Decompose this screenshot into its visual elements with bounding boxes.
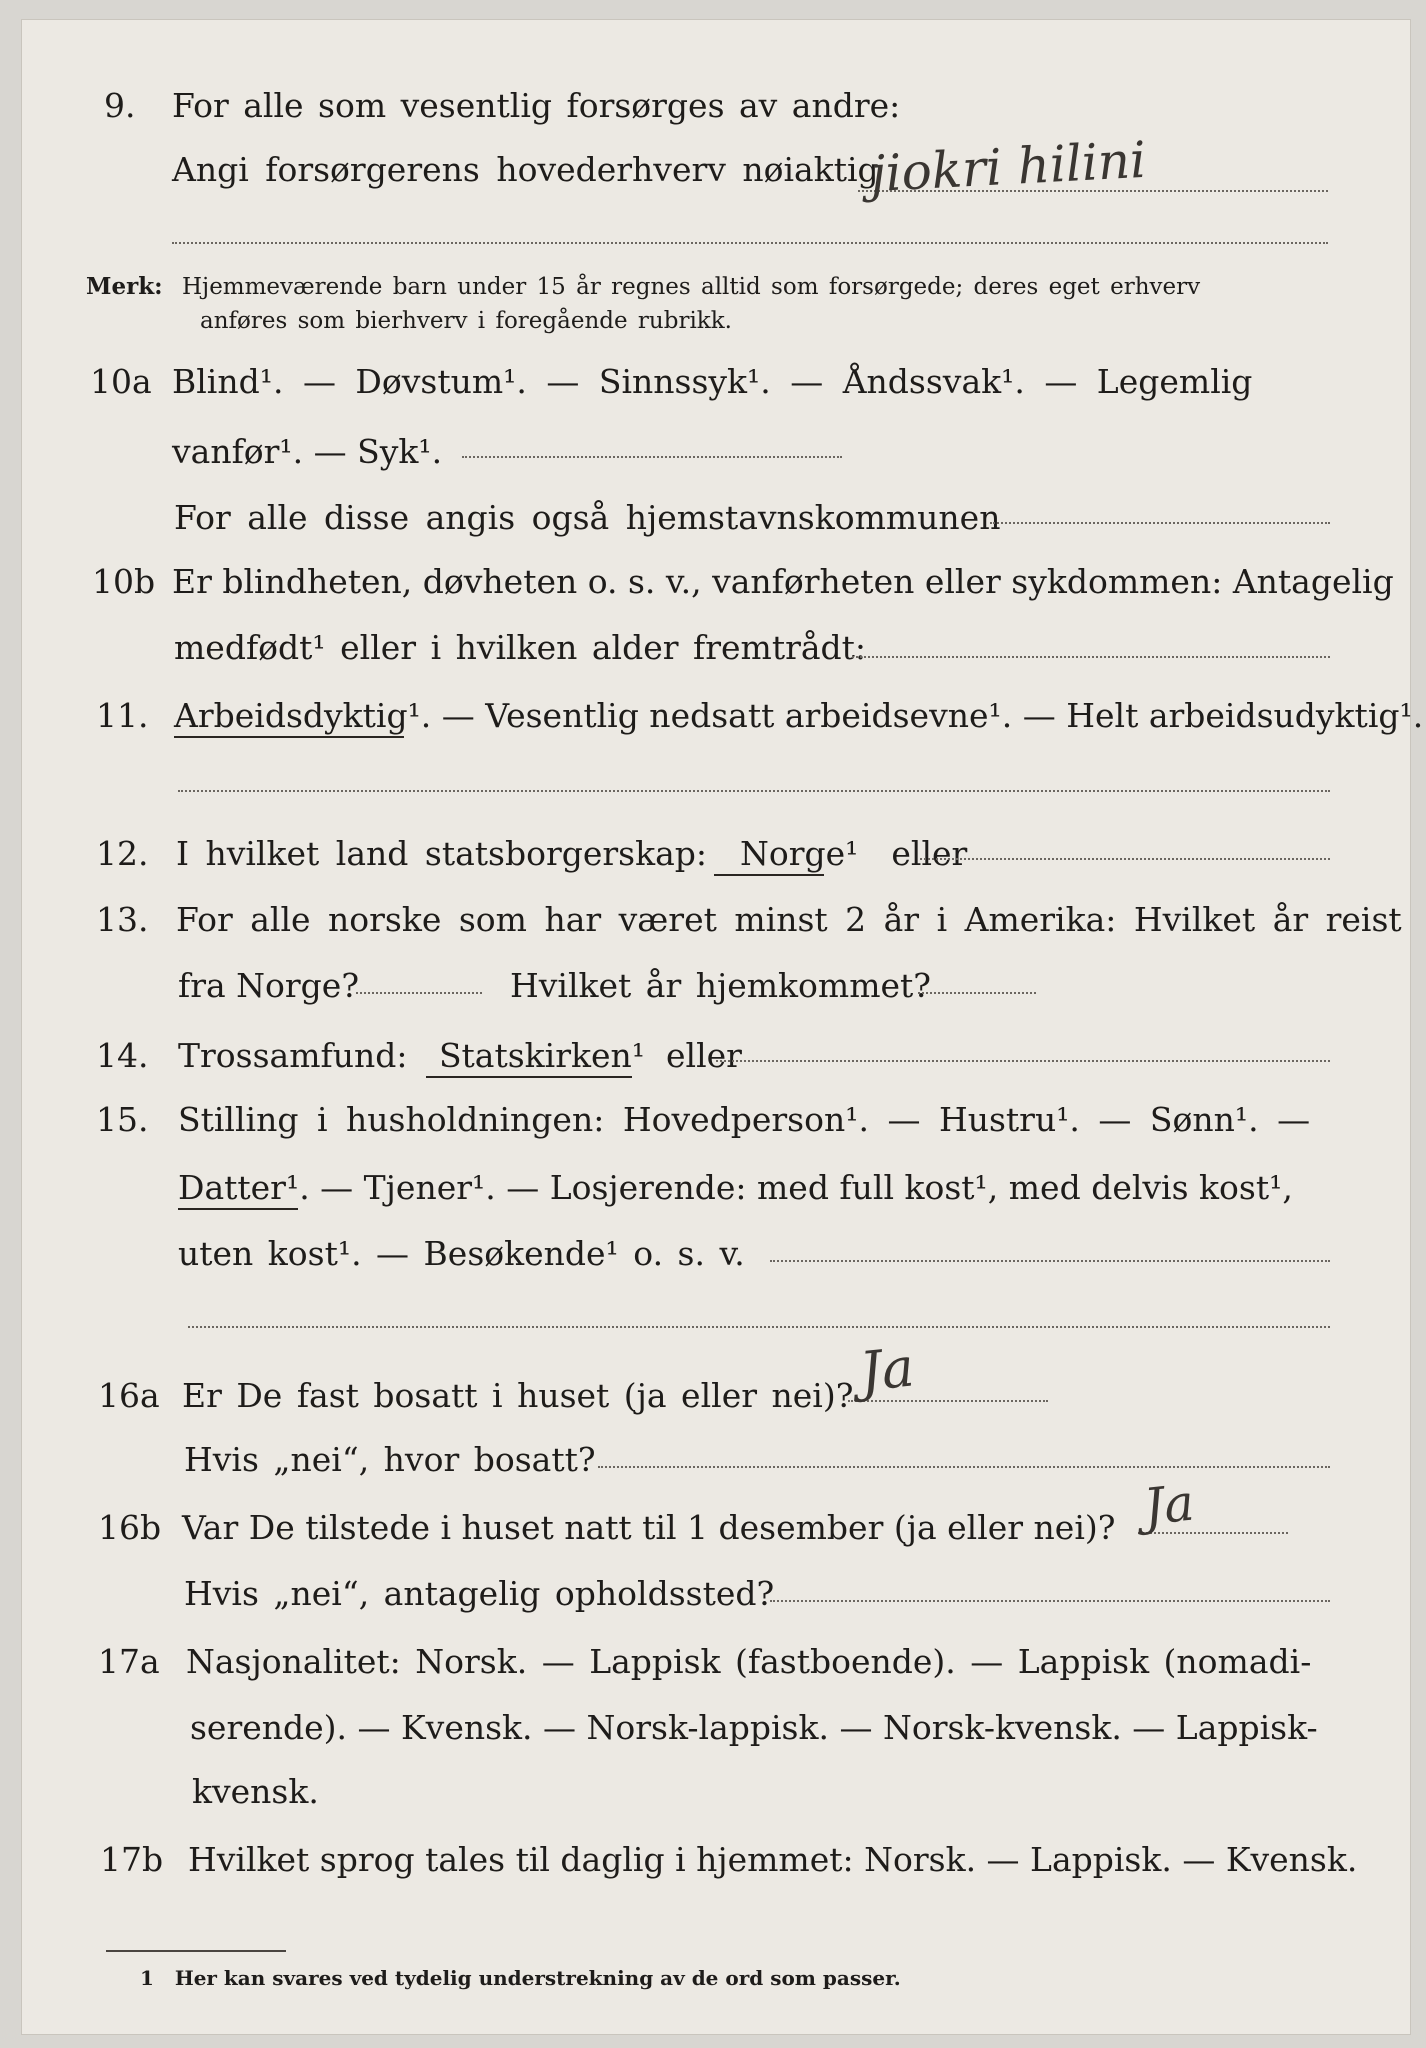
q12-underline-mark (714, 874, 824, 876)
q12-answer-line (920, 858, 1330, 860)
q9-extra-line (172, 242, 1328, 244)
q13-year-left-line (356, 992, 482, 994)
q13-line1: For alle norske som har været minst 2 år i Amerika: Hvilket år reist (176, 900, 1402, 939)
q12-line (176, 834, 967, 874)
q16b-number: 16b (98, 1508, 162, 1547)
q14-number: 14. (96, 1036, 149, 1075)
q11-line (174, 696, 1423, 736)
q10b-answer-line (852, 656, 1330, 658)
q14-line (178, 1036, 742, 1076)
merk-line1: Hjemmeværende barn under 15 år regnes alltid som forsørgede; deres eget erhverv (182, 274, 1201, 300)
footnote-text: Her kan svares ved tydelig understrekning av de ord som passer. (174, 1966, 901, 1990)
census-form-page (22, 20, 1424, 2034)
q15-line1: Stilling i husholdningen: Hovedperson¹. — Hustru¹. — Sønn¹. — (178, 1100, 1311, 1139)
footnote (140, 1966, 901, 1990)
q10a-line2: vanfør¹. — Syk¹. (172, 432, 443, 471)
q14-eller: eller (666, 1036, 742, 1075)
q17b-number: 17b (100, 1840, 164, 1879)
q12-prompt: I hvilket land statsborgerskap: (176, 834, 708, 873)
footnote-rule (106, 1950, 286, 1952)
q11-option-arbeidsdyktig: Arbeidsdyktig¹. (174, 696, 432, 735)
q16a-number: 16a (98, 1376, 160, 1415)
q12-number: 12. (96, 834, 149, 873)
q12-option-norge: Norge¹ (740, 834, 859, 873)
q11-extra-line (178, 790, 1330, 792)
q17b-line1: Hvilket sprog tales til daglig i hjemmet: Norsk. — Lappisk. — Kvensk. (188, 1840, 1358, 1879)
q13-year-returned-line (918, 992, 1036, 994)
q9-line1: For alle som vesentlig forsørges av andre: (172, 86, 901, 125)
q16b-handwritten-answer: Ja (1141, 1473, 1197, 1537)
q10b-number: 10b (92, 562, 156, 601)
q16b-whereabouts-line (770, 1600, 1330, 1602)
q10a-line1: Blind¹. — Døvstum¹. — Sinnssyk¹. — Åndssvak¹. — Legemlig (172, 362, 1253, 401)
q17a-number: 17a (98, 1642, 160, 1681)
merk-label: Merk: (86, 273, 163, 300)
q16b-line1: Var De tilstede i huset natt til 1 desember (ja eller nei)? (182, 1508, 1116, 1547)
q9-number: 9. (104, 86, 136, 125)
q9-handwritten-answer: jiokri hilini (868, 130, 1148, 204)
q15-number: 15. (96, 1100, 149, 1139)
q15-underline-mark (178, 1208, 298, 1210)
q14-prompt: Trossamfund: (178, 1036, 408, 1075)
q16b-line2: Hvis „nei“, antagelig opholdssted? (184, 1574, 775, 1613)
q16a-residence-line (598, 1466, 1330, 1468)
q16a-line1: Er De fast bosatt i huset (ja eller nei)? (182, 1376, 854, 1415)
footnote-mark: 1 (140, 1966, 154, 1990)
q15-line2 (178, 1168, 1293, 1208)
q10b-line1: Er blindheten, døvheten o. s. v., vanførheten eller sykdommen: Antagelig (172, 562, 1394, 601)
q13-number: 13. (96, 900, 149, 939)
q15-line2-rest: — Tjener¹. — Losjerende: med full kost¹, med delvis kost¹, (309, 1168, 1293, 1207)
q15-option-datter: Datter¹. (178, 1168, 310, 1207)
q14-option-statskirken: Statskirken¹ (438, 1036, 646, 1075)
q10b-line2: medfødt¹ eller i hvilken alder fremtrådt: (174, 628, 867, 667)
q15-answer-line (770, 1260, 1330, 1262)
q10a-hometown-line (990, 522, 1330, 524)
q13-line2a: fra Norge? (178, 966, 360, 1005)
q10a-line3: For alle disse angis også hjemstavnskommunen (174, 498, 1001, 537)
q14-underline-mark (426, 1076, 632, 1078)
q10a-answer-line (462, 456, 842, 458)
q15-line3: uten kost¹. — Besøkende¹ o. s. v. (178, 1234, 745, 1273)
q11-rest: — Vesentlig nedsatt arbeidsevne¹. — Helt arbeidsudyktig¹. (431, 696, 1424, 735)
merk-line2: anføres som bierhverv i foregående rubrikk. (200, 308, 732, 334)
q15-extra-line (188, 1326, 1330, 1328)
q17a-line1: Nasjonalitet: Norsk. — Lappisk (fastboende). — Lappisk (nomadi- (186, 1642, 1312, 1681)
q16a-line2: Hvis „nei“, hvor bosatt? (184, 1440, 596, 1479)
q17a-line3: kvensk. (192, 1772, 319, 1811)
q13-line2b: Hvilket år hjemkommet? (510, 966, 931, 1005)
q9-line2: Angi forsørgerens hovederhverv nøiaktig (172, 150, 879, 189)
q12-eller: eller (891, 834, 968, 873)
q11-underline-mark (174, 736, 404, 738)
q17a-line2: serende). — Kvensk. — Norsk-lappisk. — Norsk-kvensk. — Lappisk- (190, 1708, 1318, 1747)
q14-answer-line (716, 1060, 1330, 1062)
q16a-handwritten-answer: Ja (856, 1335, 917, 1404)
q11-number: 11. (96, 696, 149, 735)
q10a-number: 10a (90, 362, 152, 401)
